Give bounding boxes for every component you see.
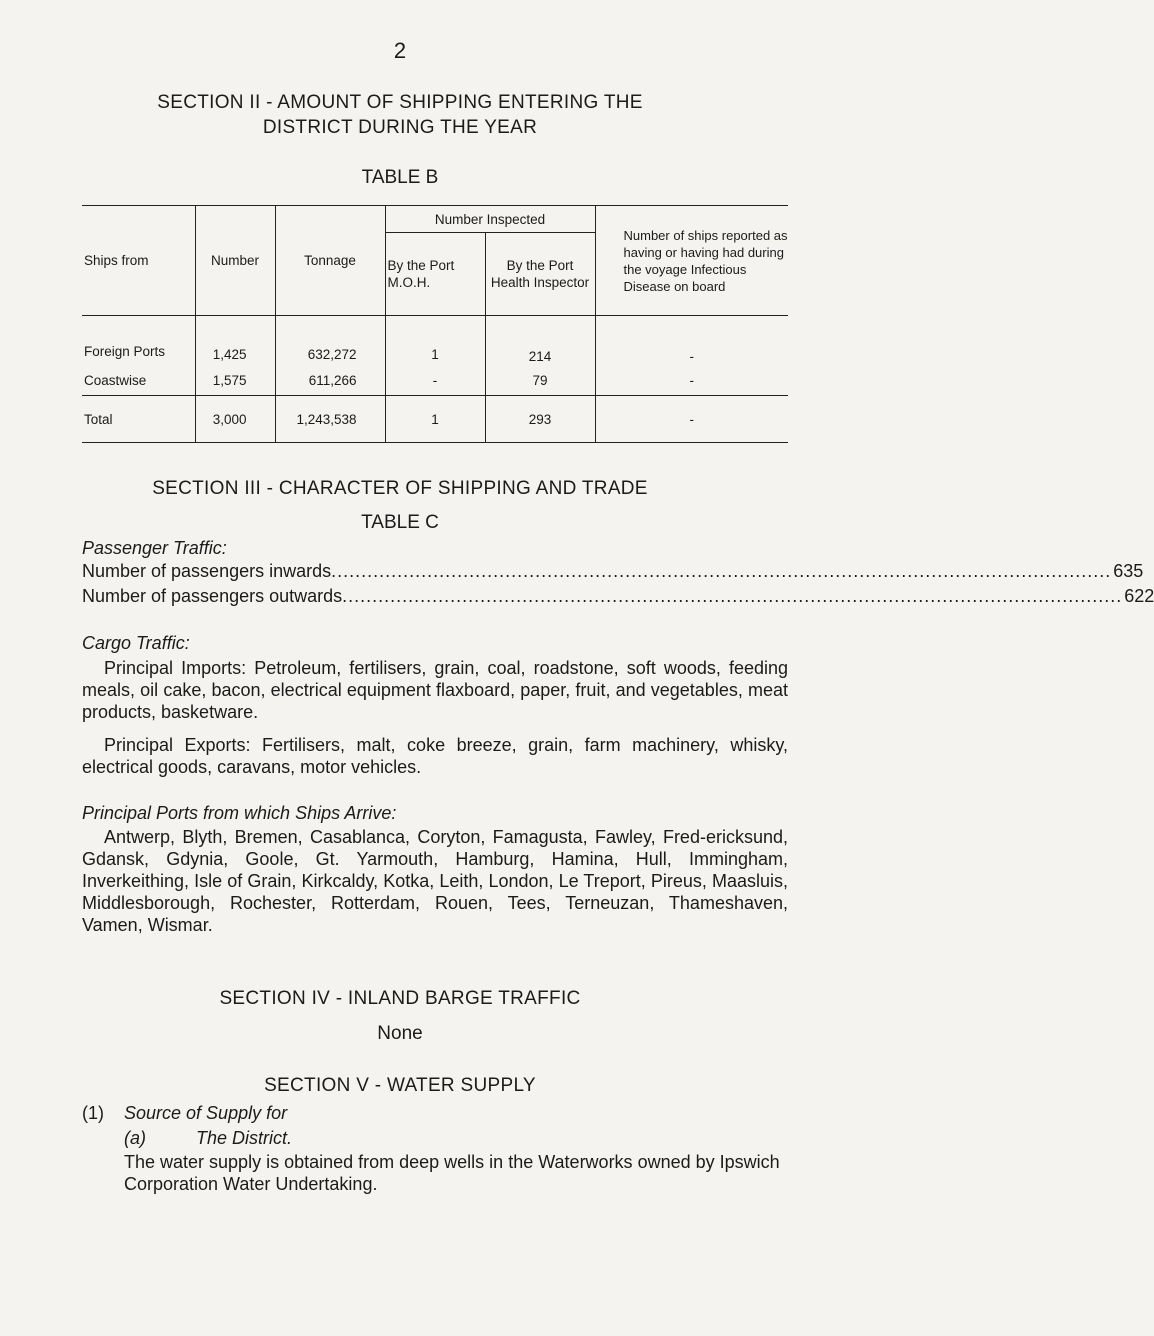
header-number-inspected: Number Inspected	[385, 206, 595, 233]
supply-item-line	[82, 1102, 788, 1124]
cell-total-reported: -	[595, 396, 788, 443]
cell-total-tonnage: 1,243,538	[275, 396, 385, 443]
principal-exports: Principal Exports: Fertilisers, malt, coke breeze, grain, farm machinery, whisky, electrical goods, caravans, motor vehicles.	[82, 735, 788, 777]
cell-total-label: Total	[82, 396, 195, 443]
cell-total-phi: 293	[485, 396, 595, 443]
cell-ships-from: Coastwise	[82, 366, 195, 396]
supply-subitem-label: (a)	[124, 1128, 146, 1148]
supply-subitem-line	[82, 1127, 788, 1149]
cell-ships-from: Foreign Ports	[82, 316, 195, 366]
cell-reported: -	[595, 366, 788, 396]
table-row	[82, 366, 788, 396]
passengers-inwards-line	[82, 560, 1144, 582]
table-c-label: TABLE C	[361, 512, 439, 533]
principal-ports-heading: Principal Ports from which Ships Arrive:	[82, 803, 397, 823]
table-row	[82, 316, 788, 366]
cell-reported: -	[595, 316, 788, 366]
header-by-port-moh: By the Port M.O.H.	[385, 233, 485, 316]
supply-item-heading: Source of Supply for	[124, 1103, 288, 1123]
ports-block	[82, 802, 788, 936]
page-number: 2	[393, 38, 407, 63]
cell-moh: 1	[385, 316, 485, 366]
cell-number: 1,575	[195, 366, 275, 396]
principal-ports-list: Antwerp, Blyth, Bremen, Casablanca, Coryton, Famagusta, Fawley, Fred-ericksund, Gdansk, Gdynia, Goole, Gt. Yarmouth, Hamburg, Hamina, Hull, Immingham, Inverkeithing, Isle of Grain, Kirkcaldy, Kotka, Leith, London, Le Treport, Pireus, Maasluis, Middlesborough, Rochester, Rotterdam, Rouen, Tees, Terneuzan, Thameshaven, Vamen, Wismar.	[82, 827, 788, 935]
section-2-title-line1: SECTION II - AMOUNT OF SHIPPING ENTERING THE	[157, 92, 643, 113]
passengers-outwards-line	[82, 585, 1154, 607]
dot-leader: ..................................................................................................................................	[342, 586, 1123, 606]
passengers-inwards-label: Number of passengers inwards	[82, 561, 332, 581]
header-tonnage: Tonnage	[275, 206, 385, 316]
water-supply-text: The water supply is obtained from deep wells in the Waterworks owned by Ipswich Corporation Water Undertaking.	[124, 1152, 780, 1194]
cell-moh: -	[385, 366, 485, 396]
cargo-traffic-block	[82, 632, 788, 778]
cell-number: 1,425	[195, 316, 275, 366]
section-4-text: None	[377, 1023, 423, 1044]
passengers-outwards-value: 622	[1124, 586, 1154, 606]
section-2-title	[0, 90, 800, 140]
header-number: Number	[195, 206, 275, 316]
section-2-title-line2: DISTRICT DURING THE YEAR	[262, 117, 538, 138]
header-reported-infectious: Number of ships reported as having or having had during the voyage Infectious Disease on board	[595, 206, 788, 316]
table-total-row	[82, 396, 788, 443]
passenger-traffic-heading: Passenger Traffic:	[82, 538, 227, 558]
passenger-traffic-block	[82, 537, 1154, 607]
section-5-title: SECTION V - WATER SUPPLY	[264, 1075, 536, 1096]
passengers-inwards-value: 635	[1113, 561, 1144, 581]
water-supply-block	[82, 1102, 788, 1195]
supply-item-number: (1)	[82, 1103, 104, 1123]
table-b-label: TABLE B	[361, 167, 439, 188]
header-by-port-health-inspector: By the Port Health Inspector	[485, 233, 595, 316]
passengers-outwards-label: Number of passengers outwards	[82, 586, 343, 606]
cell-total-number: 3,000	[195, 396, 275, 443]
header-ships-from: Ships from	[82, 206, 195, 316]
cell-tonnage: 632,272	[275, 316, 385, 366]
section-3-title: SECTION III - CHARACTER OF SHIPPING AND TRADE	[152, 478, 648, 499]
cargo-traffic-heading: Cargo Traffic:	[82, 633, 190, 653]
principal-imports: Principal Imports: Petroleum, fertilisers, grain, coal, roadstone, soft woods, feeding meals, oil cake, bacon, electrical equipment flaxboard, paper, fruit, and vegetables, meat products, basketware.	[82, 658, 788, 722]
supply-subitem-heading: The District.	[196, 1128, 293, 1148]
cell-phi: 79	[485, 366, 595, 396]
dot-leader: ..................................................................................................................................	[331, 561, 1112, 581]
cell-phi: 214	[485, 316, 595, 366]
section-4-title: SECTION IV - INLAND BARGE TRAFFIC	[219, 988, 581, 1009]
cell-total-moh: 1	[385, 396, 485, 443]
cell-tonnage: 611,266	[275, 366, 385, 396]
table-b	[82, 205, 788, 443]
